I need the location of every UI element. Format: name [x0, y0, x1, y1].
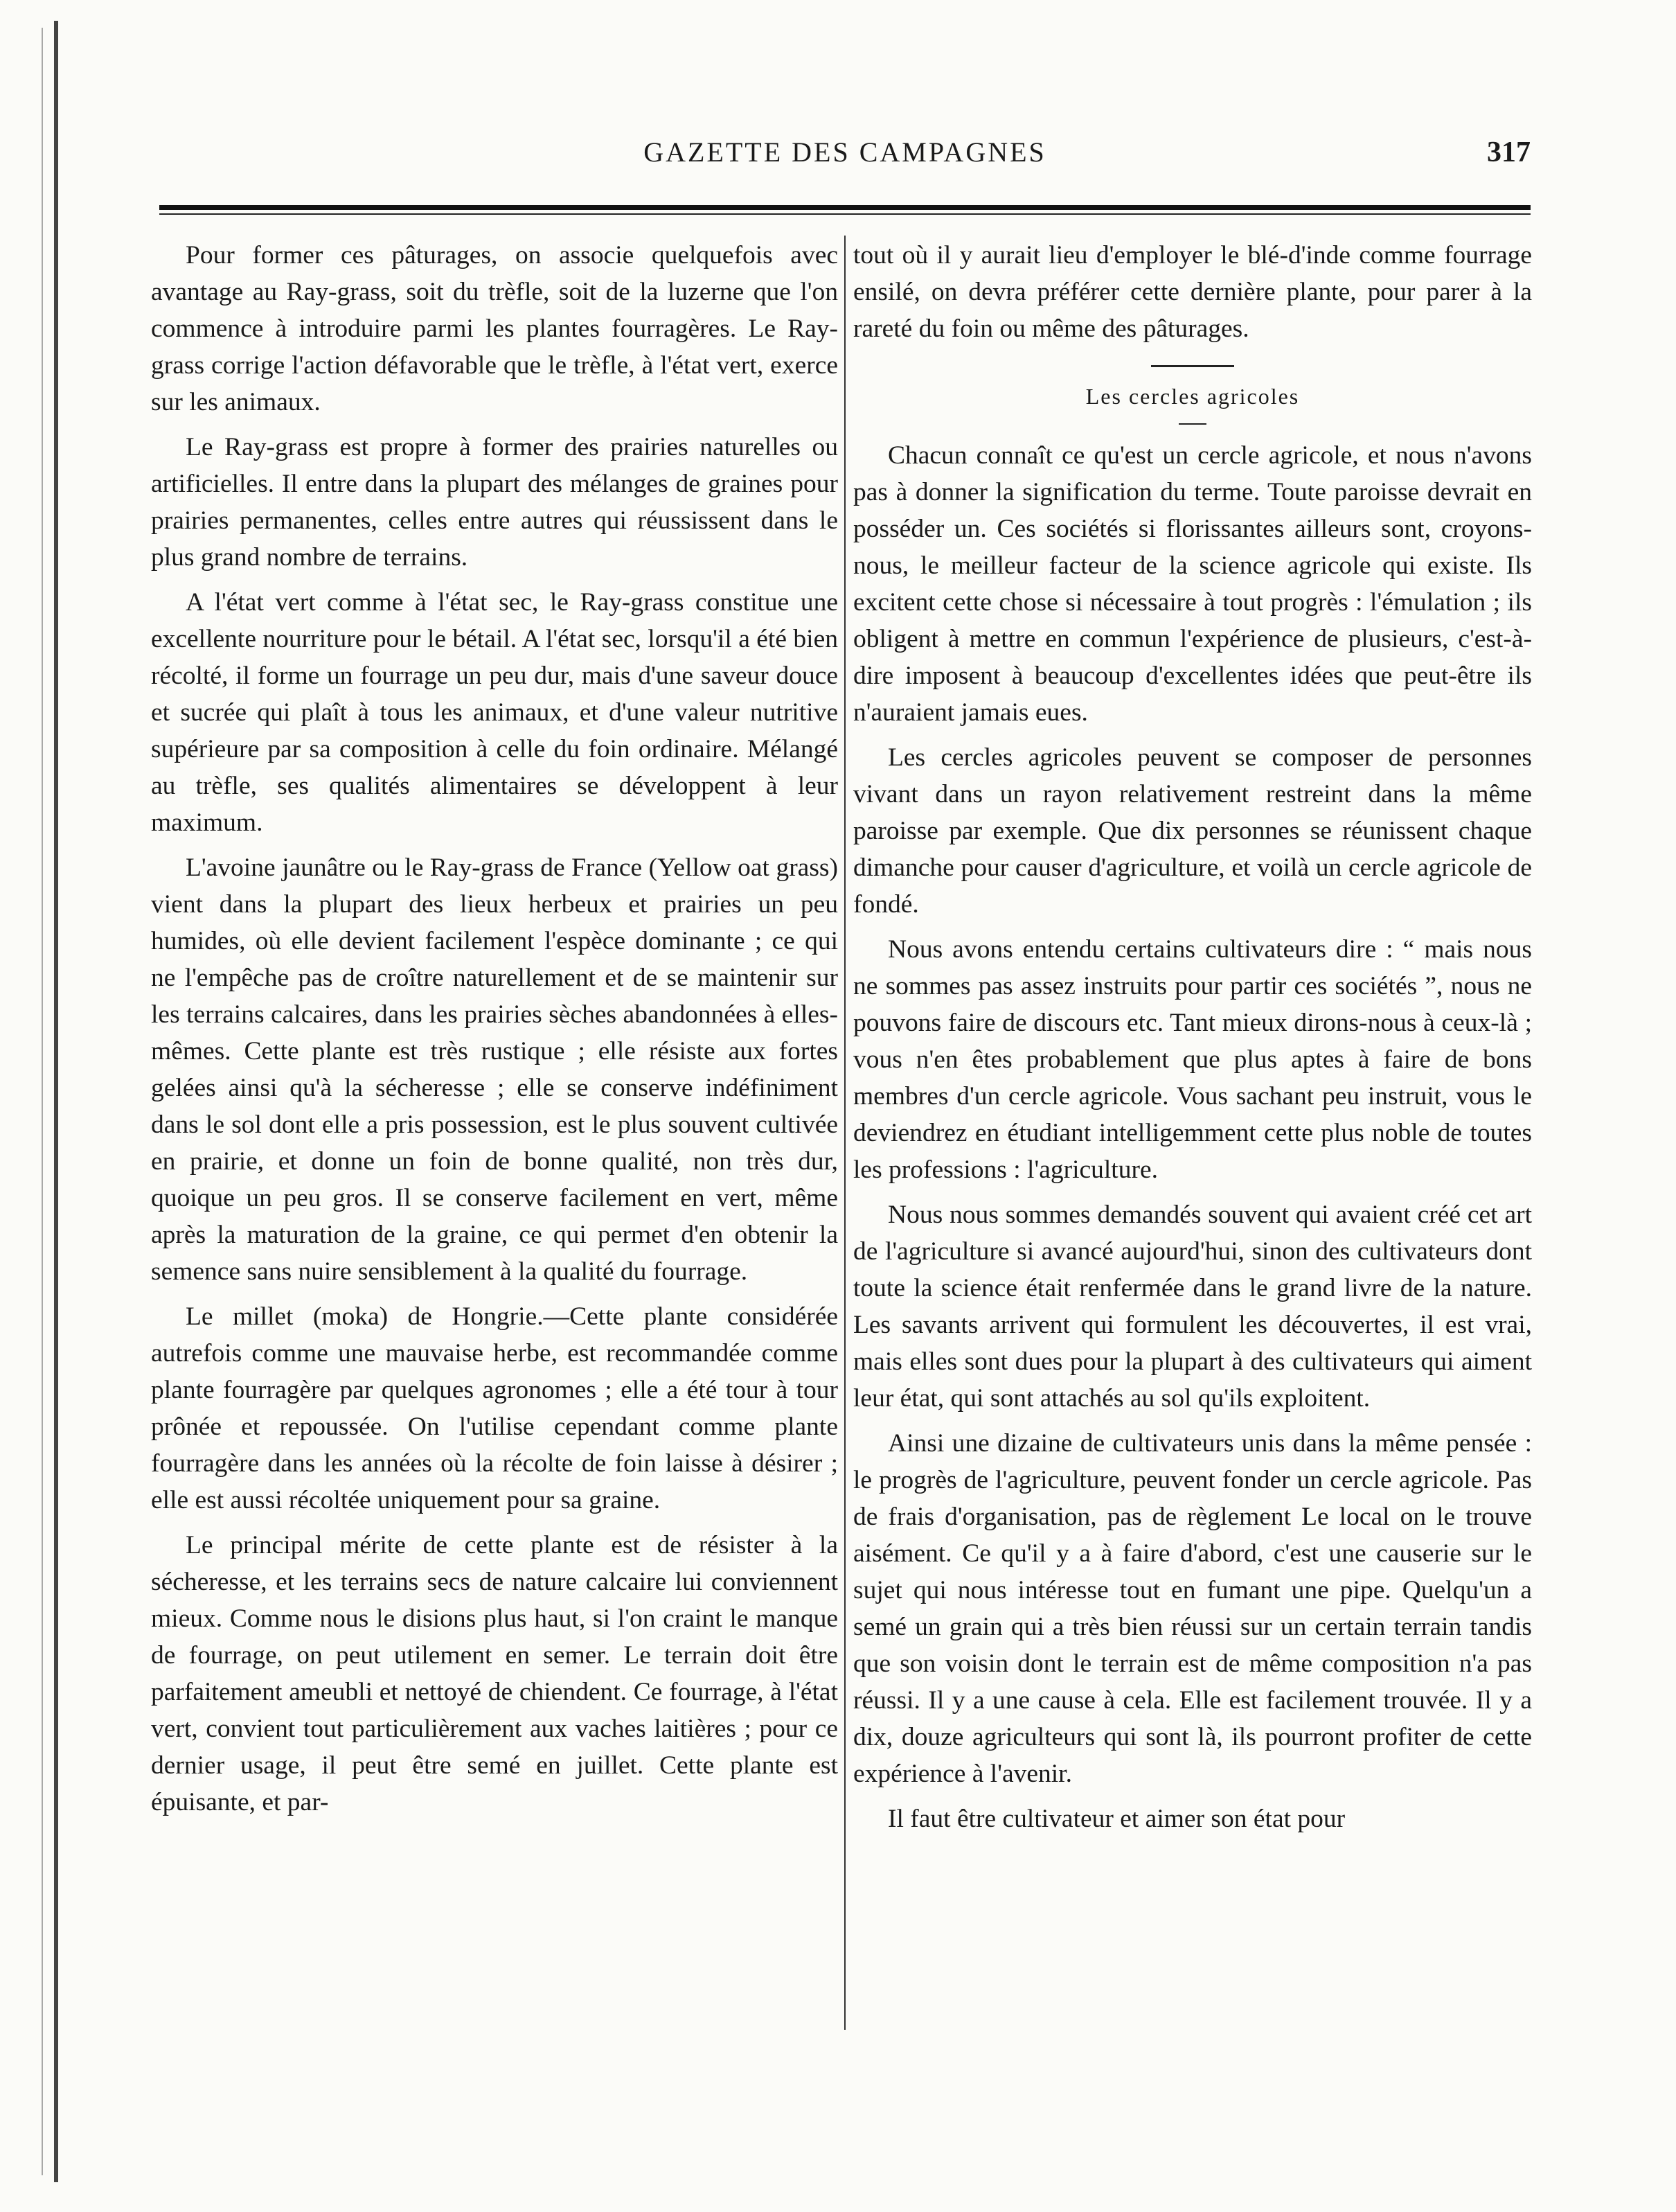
header-rule-thick	[159, 205, 1531, 210]
header-rule-thin	[159, 213, 1531, 215]
left-column	[151, 237, 838, 1829]
paragraph: Le Ray-grass est propre à former des prairies naturelles ou artificielles. Il entre dans la plupart des mélanges de graines pour prairies permanentes, celles entre autres qui réussissent dans le plus grand nombre de terrains.	[151, 433, 838, 572]
paragraph: Nous avons entendu certains cultivateurs dire : “ mais nous ne sommes pas assez instruits pour partir ces sociétés ”, nous ne pouvons faire de discours etc. Tant mieux dirons-nous à ceux-là ; vous n'en êtes probablement que plus aptes à faire de bons membres d'un cercle agricole. Vous sachant peu instruit, vous le deviendrez en étudiant intelligemment cette plus noble de toutes les professions : l'agriculture.	[853, 935, 1532, 1184]
paragraph: Les cercles agricoles peuvent se composer de personnes vivant dans un rayon relativement restreint dans la même paroisse par exemple. Que dix personnes se réunissent chaque dimanche pour causer d'agriculture, et voilà un cercle agricole de fondé.	[853, 743, 1532, 919]
section-rule	[1151, 365, 1234, 367]
paragraph: Pour former ces pâturages, on associe quelquefois avec avantage au Ray-grass, soit du trèfle, soit de la luzerne que l'on commence à introduire parmi les plantes fourragères. Le Ray-grass corrige l'action défavorable que le trèfle, à l'état vert, exerce sur les animaux.	[151, 241, 838, 416]
publication-title: GAZETTE DES CAMPAGNES	[643, 136, 1046, 168]
binding-edge-shadow	[42, 28, 43, 2175]
page-header	[159, 136, 1531, 177]
column-divider	[844, 236, 846, 2030]
binding-edge	[54, 21, 58, 2182]
right-column	[853, 237, 1532, 1846]
paragraph: Le principal mérite de cette plante est de résister à la sécheresse, et les terrains secs de nature calcaire lui conviennent mieux. Comme nous le disions plus haut, si l'on craint le manque de fourrage, on peut utilement en semer. Le terrain doit être parfaitement ameubli et nettoyé de chiendent. Ce fourrage, à l'état vert, convient tout particulièrement aux vaches laitières ; pour ce dernier usage, il peut être semé en juillet. Cette plante est épuisante, et par-	[151, 1531, 838, 1816]
section-rule-small	[1179, 423, 1206, 425]
paragraph: Chacun connaît ce qu'est un cercle agricole, et nous n'avons pas à donner la signification du terme. Toute paroisse devrait en posséder un. Ces sociétés si florissantes ailleurs sont, croyons-nous, le meilleur facteur de la science agricole qui existe. Ils excitent cette chose si nécessaire à tout progrès : l'émulation ; ils obligent à mettre en commun l'expérience de plusieurs, c'est-à-dire imposent à beaucoup d'excellentes idées que peut-être ils n'auraient jamais eues.	[853, 441, 1532, 727]
section-title: Les cercles agricoles	[1085, 384, 1300, 409]
paragraph: Il faut être cultivateur et aimer son état pour	[888, 1805, 1346, 1833]
paragraph: A l'état vert comme à l'état sec, le Ray-grass constitue une excellente nourriture pour le bétail. A l'état sec, lorsqu'il a été bien récolté, il forme un fourrage un peu dur, mais d'une saveur douce et sucrée qui plaît à tous les animaux, et d'une valeur nutritive supérieure par sa composition à celle du foin ordinaire. Mélangé au trèfle, ses qualités alimentaires se développent à leur maximum.	[151, 588, 838, 837]
page-number: 317	[1487, 136, 1531, 168]
paragraph-continuation: tout où il y aurait lieu d'employer le blé-d'inde comme fourrage ensilé, on devra préférer cette dernière plante, pour parer à la rareté du foin ou même des pâturages.	[853, 241, 1532, 343]
paragraph: L'avoine jaunâtre ou le Ray-grass de France (Yellow oat grass) vient dans la plupart des lieux herbeux et prairies un peu humides, où elle devient facilement l'espèce dominante ; ce qui ne l'empêche pas de croître naturellement et de se maintenir sur les terrains calcaires, dans les prairies sèches abandonnées à elles-mêmes. Cette plante est très rustique ; elle résiste aux fortes gelées ainsi qu'à la sécheresse ; elle se conserve indéfiniment dans le sol dont elle a pris possession, est le plus souvent cultivée en prairie, et donne un foin de bonne qualité, non très dur, quoique un peu gros. Il se conserve facilement en vert, même après la maturation de la graine, ce qui permet d'en obtenir la semence sans nuire sensiblement à la qualité du fourrage.	[151, 853, 838, 1286]
paragraph: Nous nous sommes demandés souvent qui avaient créé cet art de l'agriculture si avancé aujourd'hui, sinon des cultivateurs dont toute la science était renfermée dans le grand livre de la nature. Les savants arrivent qui formulent les découvertes, il est vrai, mais elles sont dues pour la plupart à des cultivateurs qui aiment leur état, qui sont attachés au sol qu'ils exploitent.	[853, 1201, 1532, 1413]
paragraph: Le millet (moka) de Hongrie.—Cette plante considérée autrefois comme une mauvaise herbe, est recommandée comme plante fourragère par quelques agronomes ; elle a été tour à tour prônée et repoussée. On l'utilise cependant comme plante fourragère dans les années où la récolte de foin laisse à désirer ; elle est aussi récoltée uniquement pour sa graine.	[151, 1302, 838, 1514]
paragraph: Ainsi une dizaine de cultivateurs unis dans la même pensée : le progrès de l'agriculture, peuvent fonder un cercle agricole. Pas de frais d'organisation, pas de règlement Le local on le trouve aisément. Ce qu'il y a à faire d'abord, c'est une causerie sur le sujet qui nous intéresse tout en fumant une pipe. Quelqu'un a semé un grain qui a très bien réussi sur un certain terrain tandis que son voisin dont le terrain est de même composition n'a pas réussi. Il y a une cause à cela. Elle est facilement trouvée. Il y a dix, douze agriculteurs qui sont là, ils pourront profiter de cette expérience à l'avenir.	[853, 1429, 1532, 1788]
